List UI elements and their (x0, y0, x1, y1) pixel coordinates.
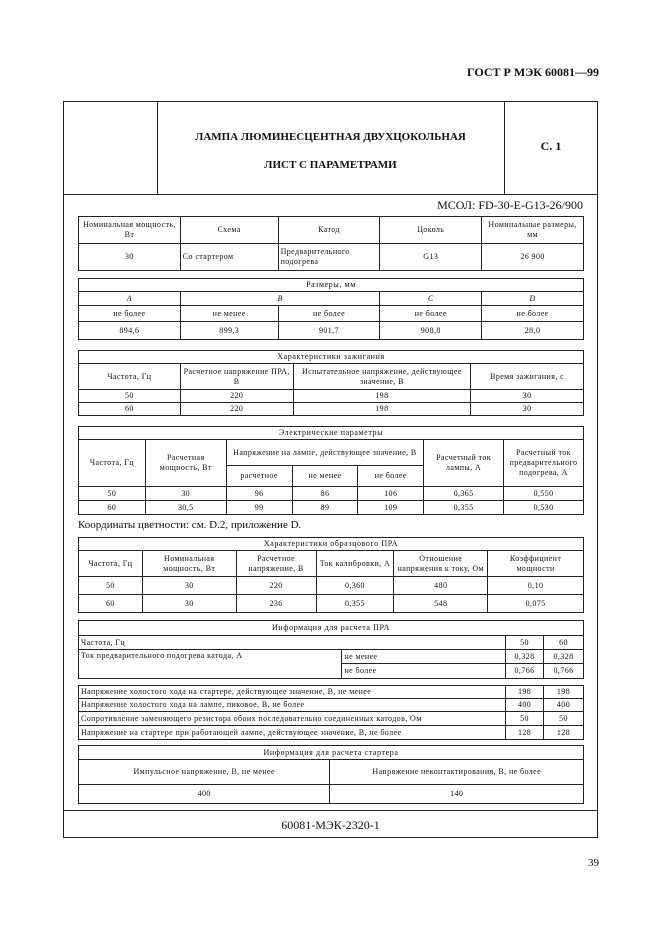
value-cell: 60 (79, 501, 146, 515)
dimension-letter: B (180, 292, 380, 306)
value-cell: 50 (506, 636, 544, 650)
header-cell: Расчетное напряжение, В (236, 551, 316, 577)
header-cell: Ток калибровки, А (316, 551, 394, 577)
header-cell: Частота, Гц (79, 364, 181, 390)
ballast-table (78, 537, 584, 613)
subheader-cell: расчетное (226, 466, 292, 487)
sheet-title: ЛАМПА ЛЮМИНЕСЦЕНТНАЯ ДВУХЦОКОЛЬНАЯ ЛИСТ С ПАРАМЕТРАМИ (195, 131, 466, 171)
dimensions-table (78, 278, 584, 340)
header-cell: Частота, Гц (79, 440, 146, 487)
value-cell: 0,355 (424, 501, 504, 515)
standard-code: ГОСТ Р МЭК 60081—99 (467, 65, 599, 79)
value-cell: 30,5 (145, 501, 226, 515)
value-cell: 128 (544, 726, 584, 740)
header-cell: Расчетный ток предварительного подогрева, А (503, 440, 583, 487)
sheet-number: С. 1 (540, 139, 562, 153)
value-cell: 30 (471, 390, 584, 403)
value-cell: 30 (145, 487, 226, 501)
value-cell: 236 (236, 595, 316, 613)
electrical-table (78, 426, 584, 515)
value-cell: 400 (506, 699, 544, 712)
value-cell: 140 (330, 785, 584, 804)
subheader-cell: не более (278, 306, 380, 322)
value-cell: 894,6 (79, 322, 181, 340)
value-cell: 400 (79, 785, 330, 804)
subheader-cell: не менее (292, 466, 358, 487)
value-cell: Со стартером (180, 244, 278, 271)
header-cell: Испытательное напряжение, действующее значение, В (293, 364, 471, 390)
value-cell: 106 (358, 487, 424, 501)
dimension-letter: C (380, 292, 482, 306)
value-cell: 0,550 (503, 487, 583, 501)
value-cell: 0,355 (316, 595, 394, 613)
header-cell: Номинальные размеры, мм (482, 217, 584, 244)
subheader-cell: не более (380, 306, 482, 322)
header-cell: Номинальная мощность, Вт (142, 551, 236, 577)
value-cell: 50 (506, 712, 544, 726)
value-cell: 0,530 (503, 501, 583, 515)
subheader-cell: не более (358, 466, 424, 487)
value-cell: 0,766 (506, 664, 544, 679)
lamp-code: МСОЛ: FD-30-E-G13-26/900 (437, 198, 583, 212)
header-cell: Коэффициент мощности (488, 551, 584, 577)
value-cell: 220 (236, 577, 316, 595)
value-cell: 400 (544, 699, 584, 712)
header-cell: Расчетный ток лампы, А (424, 440, 504, 487)
header-cell: Цоколь (380, 217, 482, 244)
value-cell: 0,328 (544, 650, 584, 664)
value-cell: 86 (292, 487, 358, 501)
header-cell: Отношение напряжения к току, Ом (394, 551, 488, 577)
header-cell: Напряжение неконтактирования, В, не более (330, 760, 584, 785)
value-cell: 50 (79, 390, 181, 403)
ballast-info-table (78, 620, 584, 740)
value-cell: 109 (358, 501, 424, 515)
value-cell: 198 (544, 686, 584, 699)
value-cell: 30 (142, 577, 236, 595)
value-cell: 220 (180, 390, 293, 403)
value-cell: 0,766 (544, 664, 584, 679)
value-cell: 0,360 (316, 577, 394, 595)
value-cell: 198 (293, 403, 471, 416)
value-cell: 0,10 (488, 577, 584, 595)
table-caption: Размеры, мм (79, 279, 584, 292)
limit-label: не более (342, 664, 506, 679)
value-cell: 89 (292, 501, 358, 515)
value-cell: 220 (180, 403, 293, 416)
header-cell: Импульсное напряжение, В, не менее (79, 760, 330, 785)
value-cell: 99 (226, 501, 292, 515)
dimension-letter: A (79, 292, 181, 306)
subheader-cell: не более (79, 306, 181, 322)
header-cell: Катод (278, 217, 380, 244)
table-caption: Информация для расчета ПРА (79, 621, 584, 636)
value-cell: 30 (471, 403, 584, 416)
value-cell: 198 (293, 390, 471, 403)
table-caption: Информация для расчета стартера (79, 746, 584, 760)
row-label: Напряжение холостого хода на стартере, действующее значение, В, не менее (79, 686, 506, 699)
value-cell: 198 (506, 686, 544, 699)
value-cell: 26 900 (482, 244, 584, 271)
footer-divider (63, 810, 598, 811)
subheader-cell: не менее (180, 306, 278, 322)
value-cell: 480 (394, 577, 488, 595)
table-caption: Характеристики зажигания (79, 351, 584, 364)
header-cell: Напряжение на лампе, действующее значение, В (226, 440, 423, 466)
value-cell: 0,365 (424, 487, 504, 501)
header-cell: Расчетная мощность, Вт (145, 440, 226, 487)
table-caption: Характеристики образцового ПРА (79, 538, 584, 551)
value-cell: 0,075 (488, 595, 584, 613)
page-number: 39 (588, 857, 599, 869)
value-cell: 899,3 (180, 322, 278, 340)
value-cell: 96 (226, 487, 292, 501)
document-id: 60081-МЭК-2320-1 (281, 818, 380, 832)
value-cell: 60 (544, 636, 584, 650)
row-label: Напряжение холостого хода на лампе, пиковое, В, не более (79, 699, 506, 712)
title-block (63, 101, 598, 195)
header-cell: Расчетное напряжение ПРА, В (180, 364, 293, 390)
value-cell: 60 (79, 403, 181, 416)
row-label: Частота, Гц (79, 636, 506, 650)
ignition-table (78, 350, 584, 416)
value-cell: 128 (506, 726, 544, 740)
value-cell: 50 (79, 577, 143, 595)
row-label: Сопротивление заменяющего резистора обоих последовательно соединенных катодов, Ом (79, 712, 506, 726)
value-cell: 50 (544, 712, 584, 726)
value-cell: 60 (79, 595, 143, 613)
value-cell: 30 (79, 244, 181, 271)
limit-label: не менее (342, 650, 506, 664)
row-label: Ток предварительного подогрева катода, А (79, 650, 342, 679)
value-cell: 901,7 (278, 322, 380, 340)
subheader-cell: не более (482, 306, 584, 322)
value-cell: 0,328 (506, 650, 544, 664)
chromaticity-note: Координаты цветности: см. D.2, приложение D. (78, 519, 302, 531)
table-caption: Электрические параметры (79, 427, 584, 440)
value-cell: 548 (394, 595, 488, 613)
header-cell: Номинальная мощность, Вт (79, 217, 181, 244)
value-cell: 30 (142, 595, 236, 613)
header-cell: Схема (180, 217, 278, 244)
value-cell: G13 (380, 244, 482, 271)
value-cell: Предварительного подогрева (278, 244, 380, 271)
header-cell: Время зажигания, с (471, 364, 584, 390)
dimension-letter: D (482, 292, 584, 306)
value-cell: 908,8 (380, 322, 482, 340)
starter-info-table (78, 745, 584, 804)
row-label: Напряжение на стартере при работающей лампе, действующее значение, В, не более (79, 726, 506, 740)
header-cell: Частота, Гц (79, 551, 143, 577)
general-table (78, 216, 584, 271)
value-cell: 50 (79, 487, 146, 501)
value-cell: 28,0 (482, 322, 584, 340)
